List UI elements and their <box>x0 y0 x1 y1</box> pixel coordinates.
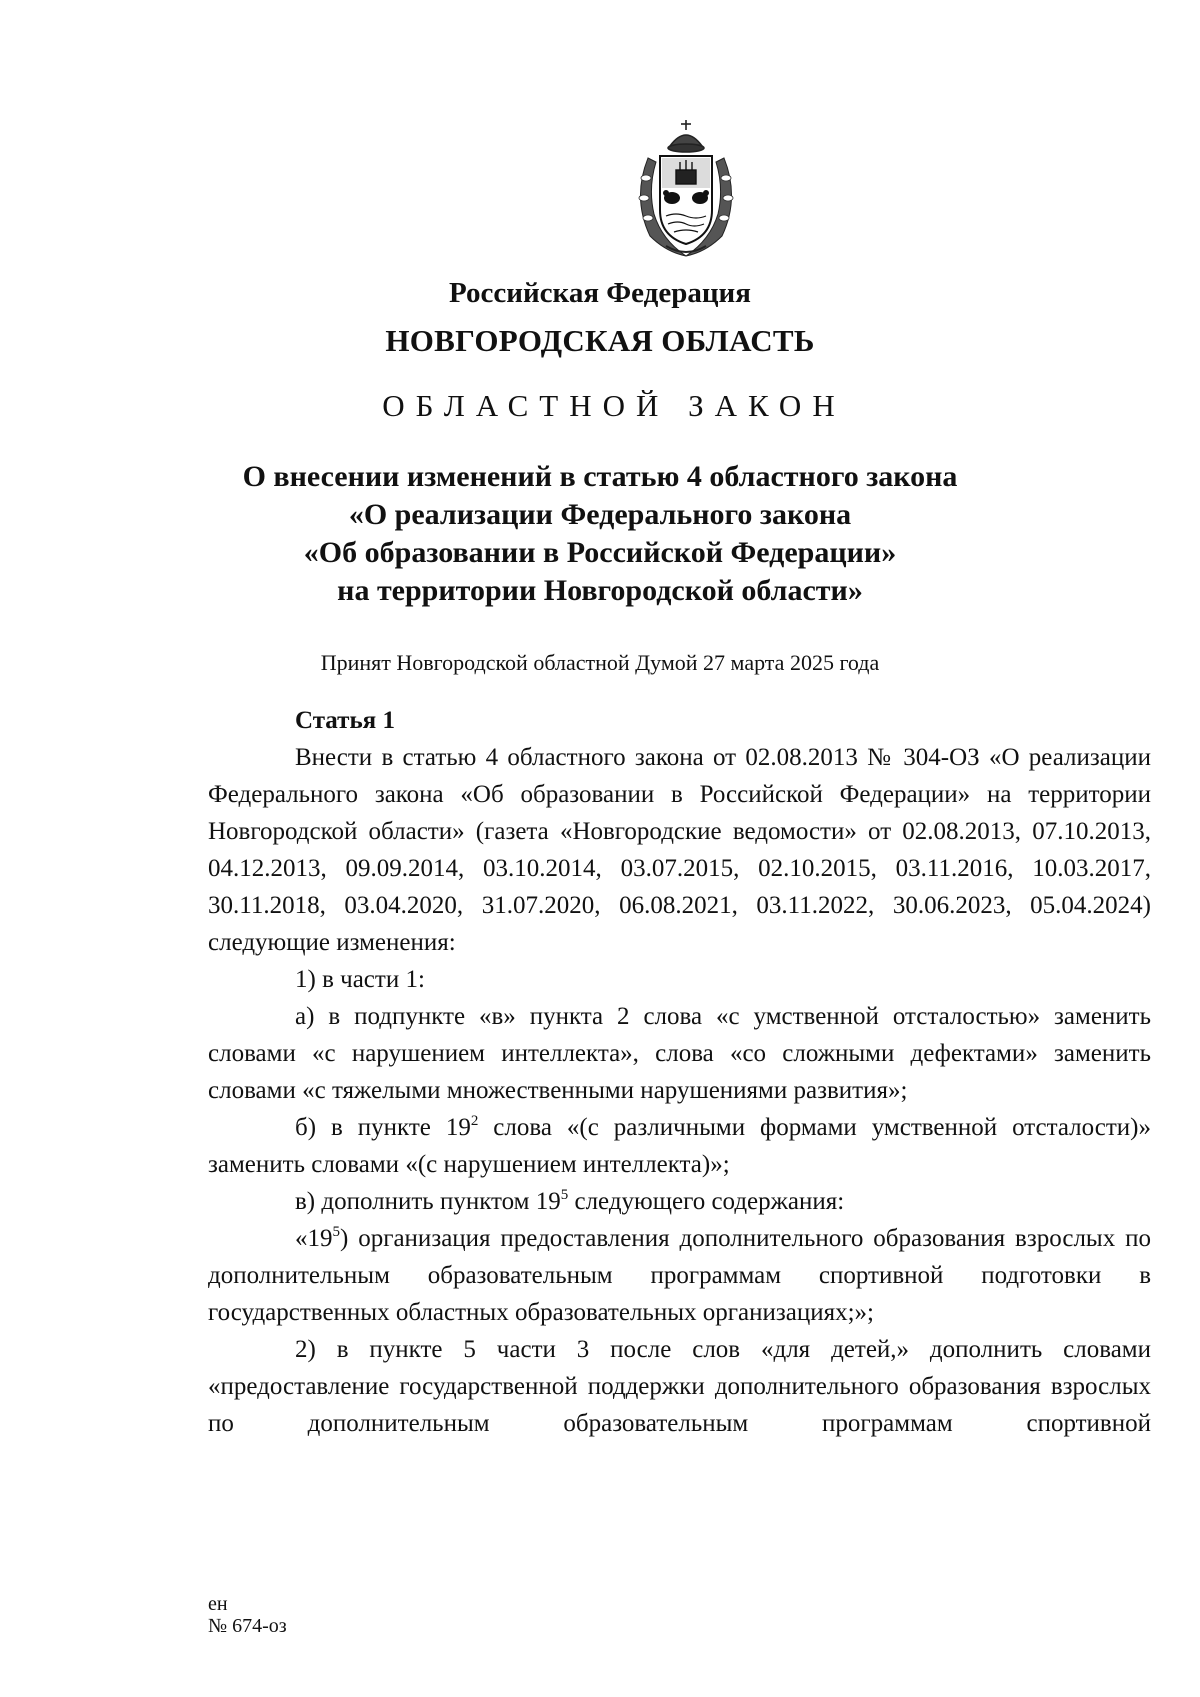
superscript: 5 <box>560 1186 569 1203</box>
document-type: ОБЛАСТНОЙ ЗАКОН <box>382 388 846 423</box>
adoption-note: Принят Новгородской областной Думой 27 марта 2025 года <box>320 650 880 675</box>
paragraph-text: ) организация предоставления дополнительного образования взрослых по дополнительным образовательным программам спортивной подготовки в государственных областных образовательных организациях;»; <box>208 1225 1151 1326</box>
article-body <box>208 739 1151 1442</box>
law-title-line: «О реализации Федерального закона <box>348 498 852 531</box>
document-footer <box>208 1593 287 1637</box>
article-paragraph: 1) в части 1: <box>295 966 425 993</box>
paragraph-text: б) в пункте 19 <box>295 1114 471 1141</box>
law-title <box>0 458 1200 610</box>
article-paragraph <box>208 1183 1151 1220</box>
article-paragraph: а) в подпункте «в» пункта 2 слова «с умственной отсталостью» заменить словами «с нарушением интеллекта», слова «со сложными дефектами» заменить словами «с тяжелыми множественными нарушениями развития»; <box>208 1003 1151 1104</box>
article-paragraph <box>208 1220 1151 1331</box>
law-number: № 674-оз <box>208 1615 287 1637</box>
superscript: 2 <box>470 1112 479 1129</box>
paragraph-text: в) дополнить пунктом 19 <box>295 1188 561 1215</box>
article-heading: Статья 1 <box>295 707 395 734</box>
article-paragraph: 2) в пункте 5 части 3 после слов «для детей,» дополнить словами «предоставление государственной поддержки дополнительного образования взрослых по дополнительным образовательным программам спортивной <box>208 1336 1151 1437</box>
country-name: Российская Федерация <box>449 277 751 309</box>
article-paragraph: Внести в статью 4 областного закона от 02.08.2013 № 304-ОЗ «О реализации Федерального закона «Об образовании в Российской Федерации» на территории Новгородской области» (газета «Новгородские ведомости» от 02.08.2013, 07.10.2013, 04.12.2013, 09.09.2014, 03.10.2014, 03.07.2015, 02.10.2015, 03.11.2016, 10.03.2017, 30.11.2018, 03.04.2020, 31.07.2020, 06.08.2021, 03.11.2022, 30.06.2023, 05.04.2024) следующие изменения: <box>208 744 1151 956</box>
superscript: 5 <box>332 1223 340 1240</box>
paragraph-text: слова «(с различными формами умственной отсталости)» заменить словами «(с нарушением интеллекта)»; <box>208 1114 1151 1178</box>
law-title-line: на территории Новгородской области» <box>337 574 863 607</box>
paragraph-text: «19 <box>295 1225 333 1252</box>
coat-of-arms-icon <box>626 118 746 262</box>
executor-initials: ен <box>208 1593 228 1615</box>
law-title-line: О внесении изменений в статью 4 областного закона <box>242 460 958 493</box>
law-title-line: «Об образовании в Российской Федерации» <box>303 536 897 569</box>
article-paragraph <box>208 1109 1151 1183</box>
region-name: НОВГОРОДСКАЯ ОБЛАСТЬ <box>385 323 815 358</box>
paragraph-text: следующего содержания: <box>568 1188 845 1215</box>
